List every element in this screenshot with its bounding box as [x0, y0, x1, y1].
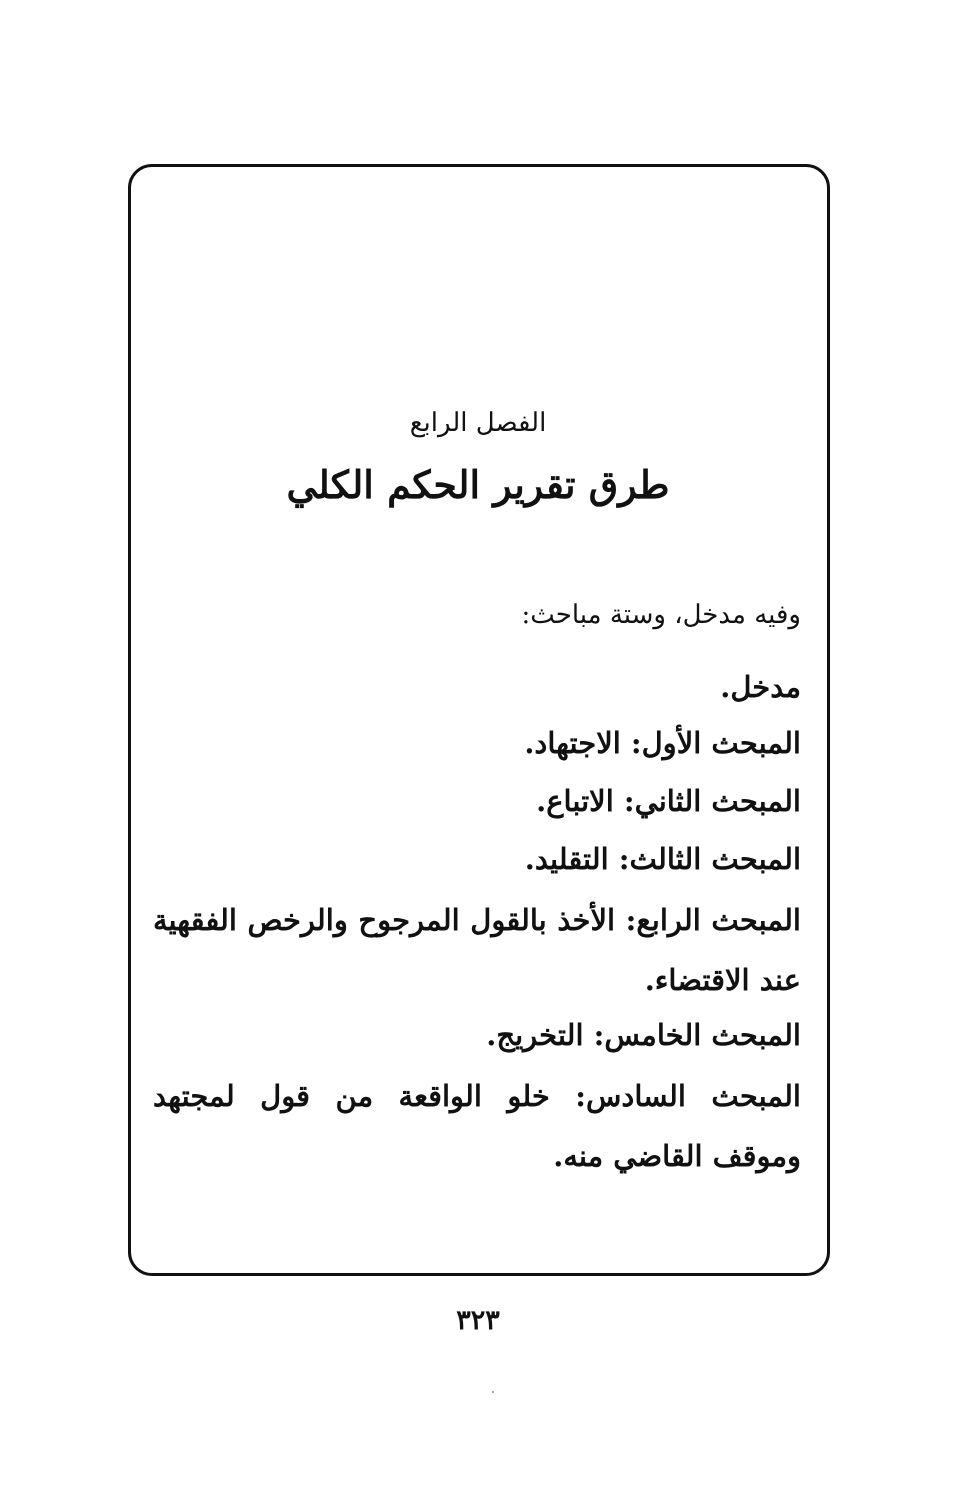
chapter-label: الفصل الرابع [409, 408, 547, 438]
chapter-title: طرق تقرير الحكم الكلي [286, 462, 670, 507]
toc-item-section-2: المبحث الثاني: الاتباع. [536, 784, 801, 818]
intro-text: وفيه مدخل، وستة مباحث: [521, 600, 801, 630]
toc-item-section-6: المبحث السادس: خلو الواقعة من قول لمجتهد وموقف القاضي منه. [153, 1079, 801, 1173]
page-number: ٣٢٣ [456, 1305, 500, 1336]
toc-item-intro: مدخل. [720, 670, 801, 704]
scan-speck [492, 1391, 494, 1393]
toc-item-section-5: المبحث الخامس: التخريج. [486, 1018, 801, 1052]
toc-item-section-1: المبحث الأول: الاجتهاد. [524, 726, 801, 760]
toc-item-section-4: المبحث الرابع: الأخذ بالقول المرجوح والرخص الفقهية عند الاقتضاء. [153, 903, 801, 997]
toc-item-section-3: المبحث الثالث: التقليد. [524, 842, 801, 876]
